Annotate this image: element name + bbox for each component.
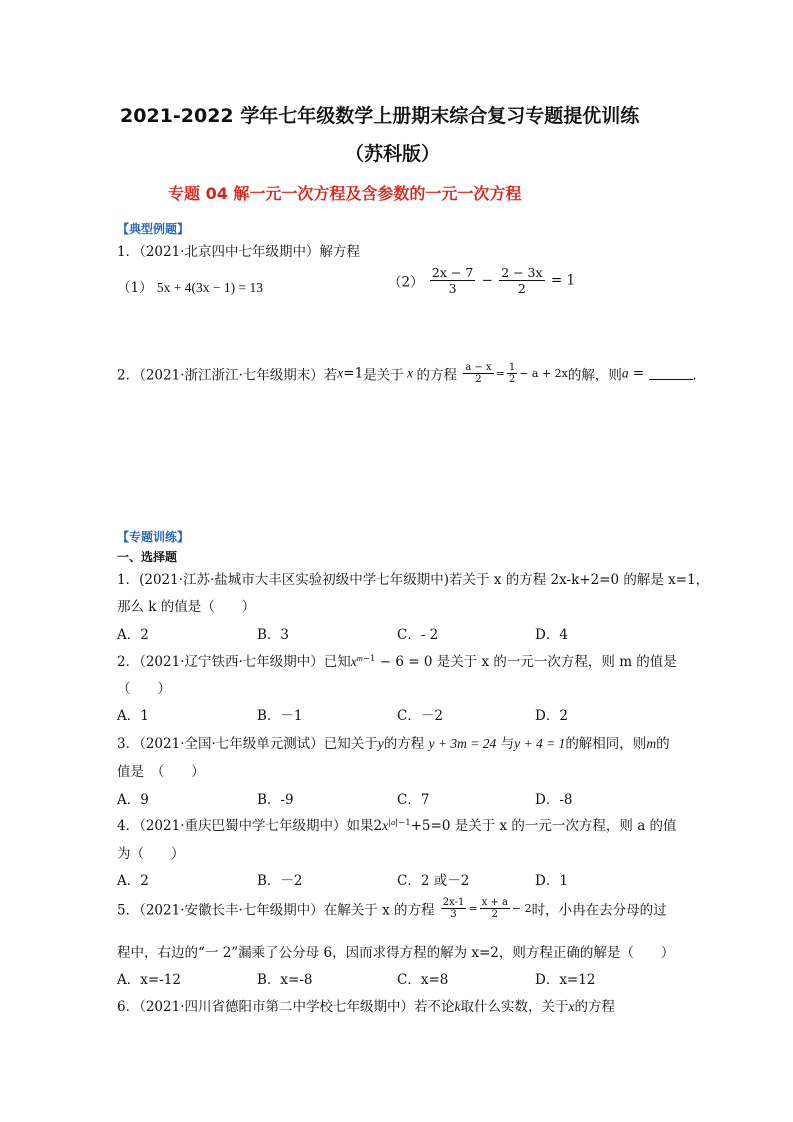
document-version: （苏科版） (345, 143, 441, 165)
training-q3-line-2: 值是 （ ） (117, 764, 205, 780)
training-q5-option-d[interactable]: D．x=12 (535, 972, 596, 988)
training-q6-line-1: 6．（2021·四川省德阳市第二中学校七年级期中）若不论k取什么实数，关于x的方程 (117, 999, 615, 1015)
training-q4-line-1: 4．（2021·重庆巴蜀中学七年级期中）如果$2x^{|a|-1}+5=0$ 是关于 x 的一元一次方程，则 a 的值 (117, 816, 677, 834)
training-q2-option-a[interactable]: A．1 (117, 708, 149, 724)
training-q2-line-2: （ ） (117, 681, 171, 697)
answer-blank[interactable] (649, 367, 693, 380)
training-q5-option-b[interactable]: B．x=-8 (257, 972, 313, 988)
example-2-question: 2．（2021·浙江浙江·七年级期末）若x=1是关于 x 的方程 $\frac{a - x}{2}$ = $\frac{1}{2}$ − a + 2x的解，则a = ． (117, 362, 707, 385)
example-2-fraction-2: $\frac{1}{2}$ (508, 362, 516, 385)
example-1-part-1-equation: 5x + 4(3x − 1) = 13 (156, 280, 263, 295)
training-q4-option-a[interactable]: A．2 (117, 873, 149, 889)
training-q3-option-a[interactable]: A．9 (117, 792, 149, 808)
example-1-part-2 (388, 265, 575, 296)
training-q3-option-c[interactable]: C．7 (397, 792, 430, 808)
training-q1-option-c[interactable]: C．- 2 (397, 627, 439, 643)
example-1-question (117, 240, 360, 260)
example-1-part-2-rhs: = 1 (550, 272, 576, 289)
choice-category-label: 一、选择题 (117, 550, 178, 564)
training-q5-fraction-2: $\frac{x + a}{2}$ (481, 897, 508, 920)
training-section-label: 【专题训练】 (117, 530, 190, 544)
training-q2-option-c[interactable]: C．－2 (397, 708, 443, 724)
training-q5-option-a[interactable]: A．x=-12 (117, 972, 181, 988)
training-q5-fraction-1: $\frac{2x-1}{3}$ (442, 897, 465, 920)
training-q4-option-b[interactable]: B．－2 (257, 873, 303, 889)
training-q2-option-b[interactable]: B．－1 (257, 708, 303, 724)
training-q5-option-c[interactable]: C．x=8 (397, 972, 449, 988)
training-q1-option-b[interactable]: B．3 (257, 627, 290, 643)
training-q3-line-1: 3．（2021·全国·七年级单元测试）已知关于y的方程 y + 3m = 24 与y + 4 = 1的解相同，则m的 (117, 736, 670, 752)
topic-title: 专题 04 解一元一次方程及含参数的一元一次方程 (168, 184, 522, 203)
example-1-part-1 (117, 276, 263, 296)
example-1-part-2-fraction-1: $\frac{2x - 7}{3}$ (431, 265, 474, 296)
training-q3-option-d[interactable]: D．-8 (535, 792, 573, 808)
training-q5-line-1: 5．（2021·安徽长丰·七年级期中）在解关于 x 的方程 $\frac{2x-1}{3}$ = $\frac{x + a}{2}$ − 2时，小冉在去分母的过 (117, 897, 667, 920)
example-1-part-2-minus: − (481, 272, 493, 289)
examples-section-label: 【典型例题】 (117, 222, 190, 236)
training-q4-option-c[interactable]: C．2 或－2 (397, 873, 470, 889)
training-q3-option-b[interactable]: B．-9 (257, 792, 294, 808)
example-1-part-1-label: （1） (117, 280, 153, 296)
example-2-fraction-1: $\frac{a - x}{2}$ (465, 362, 492, 385)
example-1-text: 解方程 (319, 244, 360, 260)
example-1-number: 1． (117, 244, 140, 260)
document-title: 2021-2022 学年七年级数学上册期末综合复习专题提优训练 (120, 105, 640, 127)
training-q1-option-a[interactable]: A．2 (117, 627, 149, 643)
example-1-part-2-fraction-2: $\frac{2 - 3x}{2}$ (501, 265, 543, 296)
example-1-part-2-label: （2） (388, 274, 424, 291)
training-q4-option-d[interactable]: D．1 (535, 873, 568, 889)
example-2-number: 2． (117, 367, 140, 384)
training-q5-line-2: 程中，右边的“一 2”漏乘了公分母 6，因而求得方程的解为 x=2，则方程正确的解是（ ） (117, 945, 675, 961)
training-q2-option-d[interactable]: D．2 (535, 708, 568, 724)
training-q2-line-1: 2．（2021·辽宁铁西·七年级期中）已知$x^{m-1} - 6 = 0$ 是关于 x 的一元一次方程，则 m 的值是 (117, 652, 677, 670)
example-1-source: （2021·北京四中七年级期中） (139, 244, 320, 260)
training-q1-line-2: 那么 k 的值是（ ） (117, 599, 256, 615)
training-q1-option-d[interactable]: D．4 (535, 627, 568, 643)
training-q4-line-2: 为（ ） (117, 846, 185, 862)
training-q1-line-1: 1．(2021·江苏·盐城市大丰区实验初级中学七年级期中)若关于 x 的方程 2x-k+2=0 的解是 x=1， (117, 572, 710, 588)
example-2-source: （2021·浙江浙江·七年级期末） (139, 367, 324, 384)
